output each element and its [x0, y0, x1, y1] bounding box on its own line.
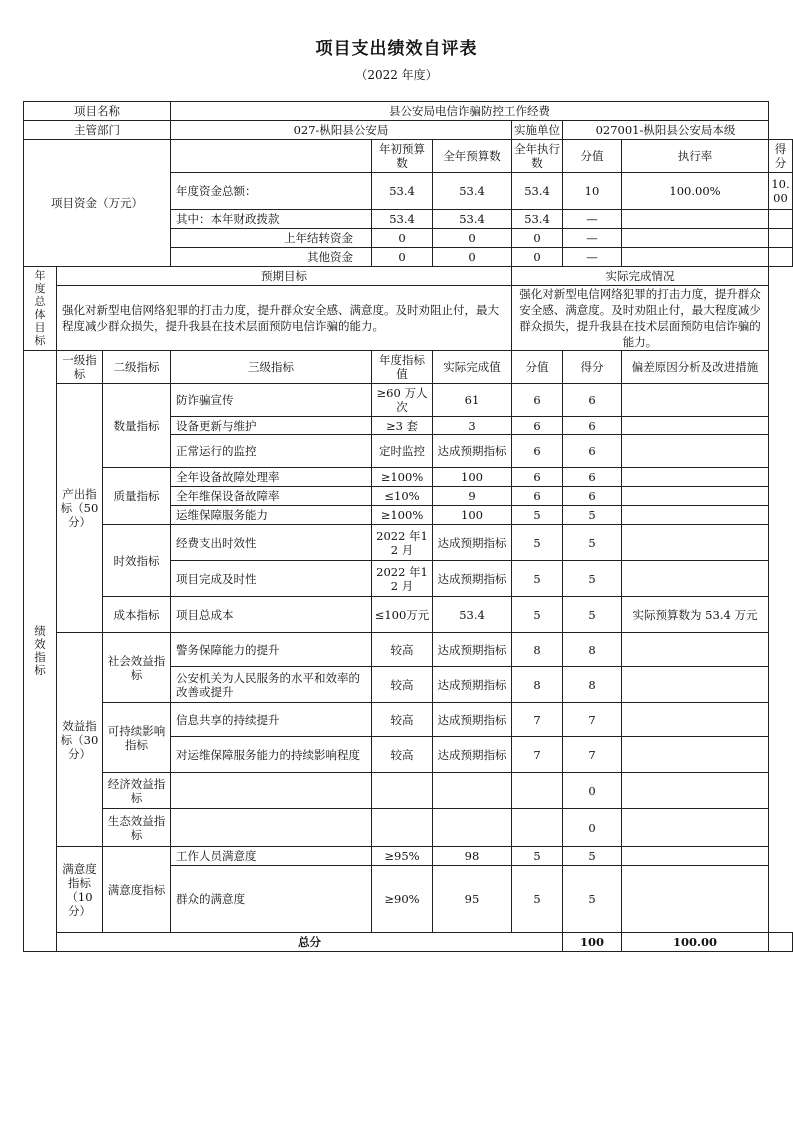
- funds-label: 项目资金（万元）: [24, 140, 171, 267]
- result-cell: 6: [563, 384, 622, 417]
- score-cell: 6: [512, 468, 563, 487]
- hdr-l1: 一级指标: [57, 351, 103, 384]
- actual-cell: 61: [433, 384, 512, 417]
- performance-table: [23, 101, 793, 952]
- score-cell: 8: [512, 667, 563, 703]
- target-cell: ≤100万元: [372, 597, 433, 633]
- col-exec-rate: 执行率: [622, 140, 769, 173]
- result-cell: 8: [563, 633, 622, 667]
- score-cell: 5: [512, 866, 563, 933]
- funds-rate: 100.00%: [622, 173, 769, 210]
- note-cell: [622, 525, 769, 561]
- funds-full: 53.4: [433, 173, 512, 210]
- score-cell: 5: [512, 597, 563, 633]
- result-cell: 0: [563, 773, 622, 809]
- l3-cell: 设备更新与维护: [171, 417, 372, 435]
- actual-cell: 3: [433, 417, 512, 435]
- score-cell: 8: [512, 633, 563, 667]
- result-cell: 6: [563, 417, 622, 435]
- funds-full: 53.4: [433, 210, 512, 229]
- funds-initial: 53.4: [372, 173, 433, 210]
- table-row: [24, 809, 793, 847]
- sub-quantity: 数量指标: [103, 384, 171, 468]
- dept-value: 027-枞阳县公安局: [171, 121, 512, 140]
- score-cell: 5: [512, 506, 563, 525]
- funds-rate: [622, 248, 769, 267]
- funds-row-label: 上年结转资金: [171, 229, 372, 248]
- actual-cell: 达成预期指标: [433, 633, 512, 667]
- total-score: 100: [563, 933, 622, 952]
- target-cell: ≥100%: [372, 506, 433, 525]
- col-full-budget: 全年预算数: [433, 140, 512, 173]
- funds-result: 10.00: [769, 173, 793, 210]
- funds-rate: [622, 210, 769, 229]
- target-cell: 较高: [372, 703, 433, 737]
- score-cell: 6: [512, 435, 563, 468]
- sub-quality: 质量指标: [103, 468, 171, 525]
- actual-cell: 100: [433, 468, 512, 487]
- target-cell: ≥90%: [372, 866, 433, 933]
- score-cell: 5: [512, 525, 563, 561]
- hdr-l2: 二级指标: [103, 351, 171, 384]
- total-result: 100.00: [622, 933, 769, 952]
- result-cell: 8: [563, 667, 622, 703]
- result-cell: 7: [563, 703, 622, 737]
- l3-cell: 全年设备故障处理率: [171, 468, 372, 487]
- score-cell: 7: [512, 703, 563, 737]
- note-cell: [622, 417, 769, 435]
- report-year: （2022 年度）: [355, 68, 438, 82]
- score-cell: 6: [512, 417, 563, 435]
- l3-cell: 全年维保设备故障率: [171, 487, 372, 506]
- result-cell: 5: [563, 525, 622, 561]
- note-cell: [622, 506, 769, 525]
- note-cell: [622, 773, 769, 809]
- l3-cell: 正常运行的监控: [171, 435, 372, 468]
- funds-initial: 0: [372, 229, 433, 248]
- funds-result: [769, 248, 793, 267]
- result-cell: 6: [563, 435, 622, 468]
- l3-cell: 项目总成本: [171, 597, 372, 633]
- col-score: 分值: [563, 140, 622, 173]
- hdr-score: 分值: [512, 351, 563, 384]
- funds-exec: 0: [512, 229, 563, 248]
- l3-cell: 公安机关为人民服务的水平和效率的改善或提升: [171, 667, 372, 703]
- target-cell: 定时监控: [372, 435, 433, 468]
- hdr-note: 偏差原因分析及改进措施: [622, 351, 769, 384]
- target-cell: [372, 809, 433, 847]
- l3-cell: 经费支出时效性: [171, 525, 372, 561]
- funds-score: —: [563, 229, 622, 248]
- table-row: [24, 847, 793, 866]
- note-cell: [622, 561, 769, 597]
- note-cell: [622, 384, 769, 417]
- actual-cell: 100: [433, 506, 512, 525]
- funds-full: 0: [433, 229, 512, 248]
- actual-cell: 达成预期指标: [433, 737, 512, 773]
- actual-goal-text: 强化对新型电信网络犯罪的打击力度，提升群众安全感、满意度。及时劝阻止付，最大程度减少群众损失，提升我县在技术层面预防电信诈骗的能力。: [512, 286, 769, 351]
- note-cell: [622, 809, 769, 847]
- note-cell: [622, 435, 769, 468]
- funds-result: [769, 229, 793, 248]
- total-label: 总分: [57, 933, 563, 952]
- actual-cell: 达成预期指标: [433, 667, 512, 703]
- funds-blank-header: [171, 140, 372, 173]
- result-cell: 5: [563, 866, 622, 933]
- note-cell: [622, 847, 769, 866]
- l3-cell: 项目完成及时性: [171, 561, 372, 597]
- target-cell: 2022 年12 月: [372, 561, 433, 597]
- sub-social: 社会效益指标: [103, 633, 171, 703]
- actual-cell: 达成预期指标: [433, 435, 512, 468]
- target-cell: 较高: [372, 633, 433, 667]
- score-cell: 6: [512, 384, 563, 417]
- target-cell: 2022 年12 月: [372, 525, 433, 561]
- col-initial-budget: 年初预算数: [372, 140, 433, 173]
- col-result: 得分: [769, 140, 793, 173]
- l3-cell: [171, 773, 372, 809]
- score-cell: [512, 773, 563, 809]
- actual-cell: 98: [433, 847, 512, 866]
- note-cell: [622, 667, 769, 703]
- funds-rate: [622, 229, 769, 248]
- table-row: [24, 633, 793, 667]
- project-name: 县公安局电信诈骗防控工作经费: [171, 102, 769, 121]
- funds-exec: 53.4: [512, 210, 563, 229]
- target-cell: 较高: [372, 737, 433, 773]
- l3-cell: 运维保障服务能力: [171, 506, 372, 525]
- target-cell: [372, 773, 433, 809]
- result-cell: 5: [563, 597, 622, 633]
- goals-label: 年度总体目标: [24, 267, 57, 351]
- funds-row-label: 其他资金: [171, 248, 372, 267]
- actual-goal-label: 实际完成情况: [512, 267, 769, 286]
- total-note: [769, 933, 793, 952]
- funds-row-label: 其中：本年财政拨款: [171, 210, 372, 229]
- hdr-target: 年度指标值: [372, 351, 433, 384]
- total-row: [24, 933, 793, 952]
- col-full-exec: 全年执行数: [512, 140, 563, 173]
- sub-satis: 满意度指标: [103, 847, 171, 933]
- sub-cost: 成本指标: [103, 597, 171, 633]
- sub-sustain: 可持续影响指标: [103, 703, 171, 773]
- result-cell: 5: [563, 561, 622, 597]
- unit-label: 实施单位: [512, 121, 563, 140]
- sub-eco: 生态效益指标: [103, 809, 171, 847]
- unit-value: 027001-枞阳县公安局本级: [563, 121, 769, 140]
- note-cell: [622, 866, 769, 933]
- table-row: [24, 468, 793, 487]
- target-cell: 较高: [372, 667, 433, 703]
- group-satisfaction: 满意度指标（10分）: [57, 847, 103, 933]
- result-cell: 7: [563, 737, 622, 773]
- actual-cell: 达成预期指标: [433, 561, 512, 597]
- actual-cell: 95: [433, 866, 512, 933]
- note-cell: [622, 468, 769, 487]
- table-row: [24, 525, 793, 561]
- funds-exec: 53.4: [512, 173, 563, 210]
- score-cell: 5: [512, 847, 563, 866]
- perf-label: 绩效指标: [24, 351, 57, 952]
- score-cell: [512, 809, 563, 847]
- target-cell: ≥3 套: [372, 417, 433, 435]
- actual-cell: 达成预期指标: [433, 525, 512, 561]
- funds-result: [769, 210, 793, 229]
- l3-cell: 警务保障能力的提升: [171, 633, 372, 667]
- note-cell: [622, 487, 769, 506]
- hdr-l3: 三级指标: [171, 351, 372, 384]
- hdr-actual: 实际完成值: [433, 351, 512, 384]
- actual-cell: [433, 773, 512, 809]
- actual-cell: 9: [433, 487, 512, 506]
- note-cell: 实际预算数为 53.4 万元: [622, 597, 769, 633]
- target-cell: ≤10%: [372, 487, 433, 506]
- table-row: [24, 703, 793, 737]
- table-row: [24, 773, 793, 809]
- l3-cell: 对运维保障服务能力的持续影响程度: [171, 737, 372, 773]
- note-cell: [622, 737, 769, 773]
- table-row: [24, 597, 793, 633]
- funds-score: —: [563, 210, 622, 229]
- l3-cell: 信息共享的持续提升: [171, 703, 372, 737]
- target-cell: ≥60 万人次: [372, 384, 433, 417]
- expected-goal-label: 预期目标: [57, 267, 512, 286]
- l3-cell: 防诈骗宣传: [171, 384, 372, 417]
- sub-time: 时效指标: [103, 525, 171, 597]
- funds-score: 10: [563, 173, 622, 210]
- page-title: 项目支出绩效自评表: [315, 39, 478, 59]
- result-cell: 0: [563, 809, 622, 847]
- funds-score: —: [563, 248, 622, 267]
- table-row: [24, 384, 793, 417]
- funds-initial: 0: [372, 248, 433, 267]
- group-output: 产出指标（50分）: [57, 384, 103, 633]
- result-cell: 5: [563, 506, 622, 525]
- note-cell: [622, 633, 769, 667]
- note-cell: [622, 703, 769, 737]
- funds-full: 0: [433, 248, 512, 267]
- actual-cell: [433, 809, 512, 847]
- l3-cell: 群众的满意度: [171, 866, 372, 933]
- score-cell: 7: [512, 737, 563, 773]
- funds-row-label: 年度资金总额：: [171, 173, 372, 210]
- result-cell: 5: [563, 847, 622, 866]
- result-cell: 6: [563, 468, 622, 487]
- hdr-result: 得分: [563, 351, 622, 384]
- score-cell: 5: [512, 561, 563, 597]
- actual-cell: 达成预期指标: [433, 703, 512, 737]
- sub-economic: 经济效益指标: [103, 773, 171, 809]
- result-cell: 6: [563, 487, 622, 506]
- target-cell: ≥100%: [372, 468, 433, 487]
- funds-exec: 0: [512, 248, 563, 267]
- l3-cell: [171, 809, 372, 847]
- actual-cell: 53.4: [433, 597, 512, 633]
- expected-goal-text: 强化对新型电信网络犯罪的打击力度，提升群众安全感、满意度。及时劝阻止付，最大程度减少群众损失，提升我县在技术层面预防电信诈骗的能力。: [57, 286, 512, 351]
- target-cell: ≥95%: [372, 847, 433, 866]
- score-cell: 6: [512, 487, 563, 506]
- group-benefit: 效益指标（30分）: [57, 633, 103, 847]
- l3-cell: 工作人员满意度: [171, 847, 372, 866]
- dept-label: 主管部门: [24, 121, 171, 140]
- project-name-label: 项目名称: [24, 102, 171, 121]
- funds-initial: 53.4: [372, 210, 433, 229]
